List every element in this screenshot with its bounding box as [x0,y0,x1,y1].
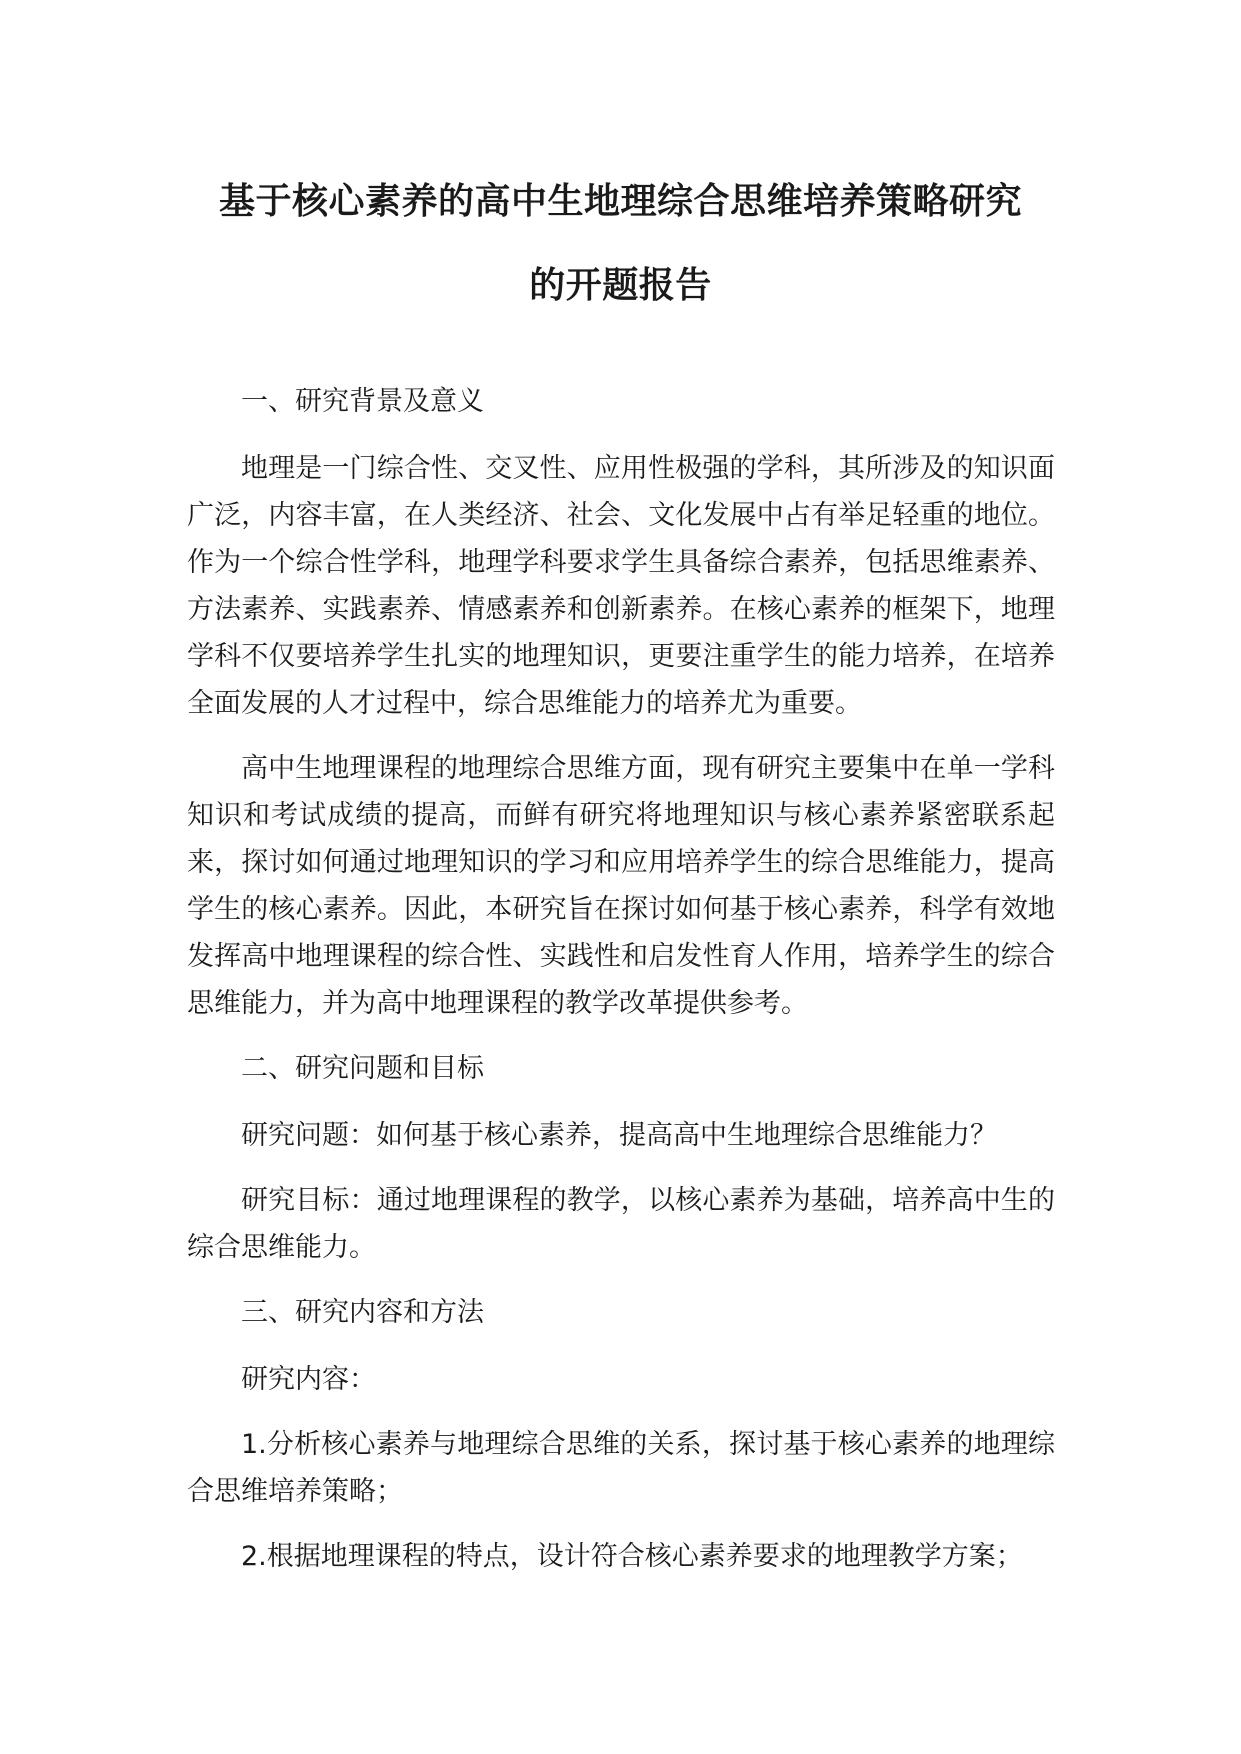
research-goal: 研究目标：通过地理课程的教学，以核心素养为基础，培养高中生的综合思维能力。 [187,1185,1055,1263]
research-content-item2: 2.根据地理课程的特点，设计符合核心素养要求的地理教学方案； [241,1541,1023,1572]
section2-heading: 二、研究问题和目标 [241,1053,484,1084]
document-body [187,378,1055,1598]
section1-paragraph2: 高中生地理课程的地理综合思维方面，现有研究主要集中在单一学科知识和考试成绩的提高，而鲜有研究将地理知识与核心素养紧密联系起来，探讨如何通过地理知识的学习和应用培养学生的综合思维能力，提高学生的核心素养。因此，本研究旨在探讨如何基于核心素养，科学有效地发挥高中地理课程的综合性、实践性和启发性育人作用，培养学生的综合思维能力，并为高中地理课程的教学改革提供参考。 [187,753,1055,1019]
document-title-line1: 基于核心素养的高中生地理综合思维培养策略研究 [218,181,1022,222]
document-title-line2: 的开题报告 [529,265,712,306]
section1-heading: 一、研究背景及意义 [241,386,484,417]
research-content-item1: 1.分析核心素养与地理综合思维的关系，探讨基于核心素养的地理综合思维培养策略； [187,1429,1055,1507]
research-question: 研究问题：如何基于核心素养，提高高中生地理综合思维能力？ [241,1120,997,1151]
research-content-label: 研究内容： [241,1364,376,1395]
section3-heading: 三、研究内容和方法 [241,1297,484,1328]
section1-paragraph1: 地理是一门综合性、交叉性、应用性极强的学科，其所涉及的知识面广泛，内容丰富，在人类经济、社会、文化发展中占有举足轻重的地位。作为一个综合性学科，地理学科要求学生具备综合素养，包括思维素养、方法素养、实践素养、情感素养和创新素养。在核心素养的框架下，地理学科不仅要培养学生扎实的地理知识，更要注重学生的能力培养，在培养全面发展的人才过程中，综合思维能力的培养尤为重要。 [187,453,1055,719]
